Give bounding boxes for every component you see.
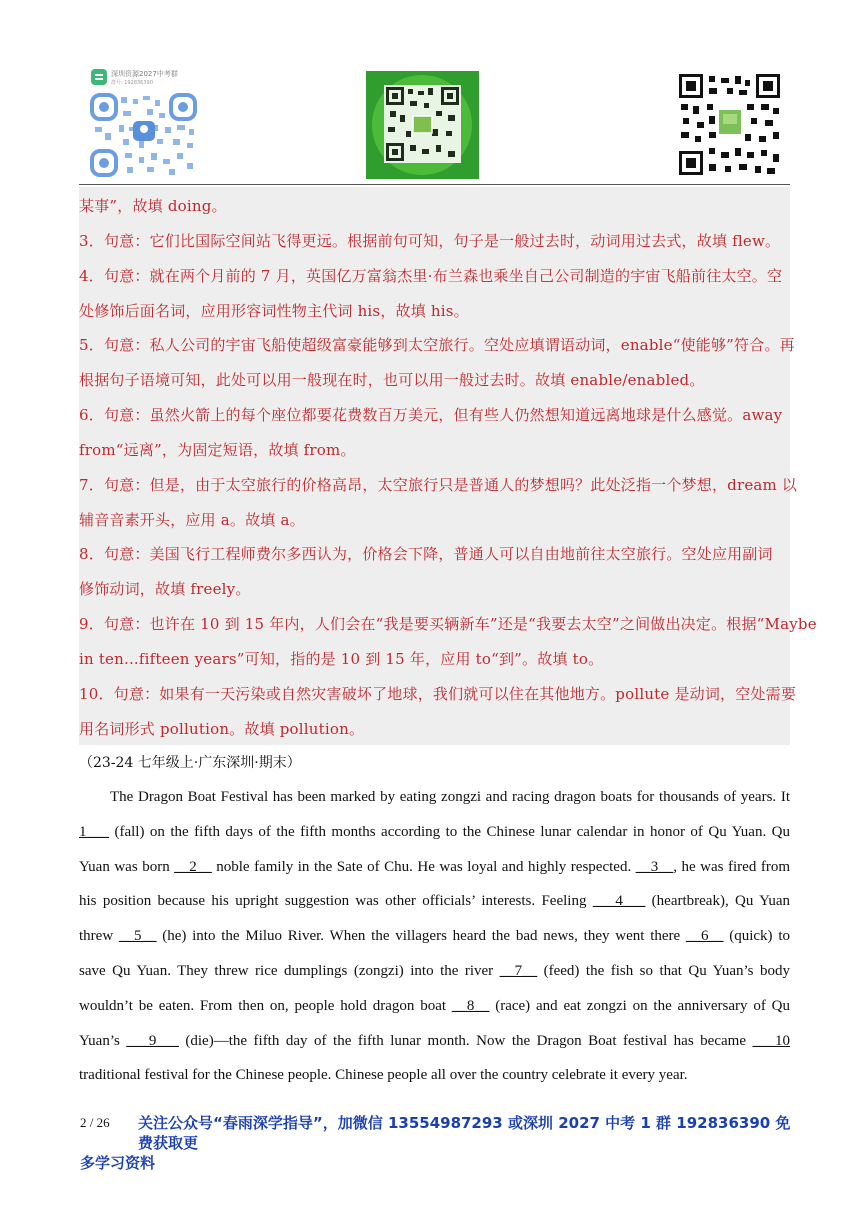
- footer-promo: [80, 1113, 792, 1173]
- answer-line: from“远离”，为固定短语，故填 from。: [79, 441, 356, 459]
- passage-text: (heartbreak), Qu Yuan: [645, 893, 790, 910]
- qr-code-group-image: [89, 67, 199, 179]
- blank-9: ___9___: [126, 1032, 179, 1049]
- passage-line: [79, 954, 790, 989]
- qr-code-image: [679, 74, 780, 175]
- answer-line: 5．句意：私人公司的宇宙飞船使超级富豪能够到太空旅行。空处应填谓语动词，enable“使能够”符合。再: [79, 336, 795, 354]
- blank-6: __6__: [685, 928, 724, 945]
- question-source: （23-24 七年级上·广东深圳·期末）: [79, 755, 301, 771]
- passage-line: [79, 780, 790, 815]
- passage-line: [79, 919, 790, 954]
- passage-line: [79, 989, 790, 1024]
- answer-line: 4．句意：就在两个月前的 7 月，英国亿万富翁杰里·布兰森也乘坐自己公司制造的宇宙飞船前往太空。空: [79, 267, 783, 285]
- passage-text: The Dragon Boat Festival has been marked by eating zongzi and racing dragon boats for thousands of years. It: [110, 789, 790, 805]
- answer-line: 某事”，故填 doing。: [79, 197, 227, 215]
- passage-text: (feed) the fish so that Qu Yuan’s body: [537, 962, 790, 979]
- answer-line: 3．句意：它们比国际空间站飞得更远。根据前句可知，句子是一般过去时，动词用过去式，故填 flew。: [79, 232, 781, 250]
- page-header: [0, 0, 868, 188]
- passage-line: [79, 1024, 790, 1059]
- answer-line: 修饰动词，故填 freely。: [79, 580, 251, 598]
- footer-line-2: 多学习资料: [80, 1154, 156, 1172]
- blank-4: ___4___: [592, 893, 646, 910]
- passage-text: (race) and eat zongzi on the anniversary of Qu: [489, 997, 791, 1014]
- answer-line: 9．句意：也许在 10 到 15 年内，人们会在“我是要买辆新车”还是“我要去太空”之间做出决定。根据“Maybe: [79, 615, 817, 633]
- answer-line: 用名词形式 pollution。故填 pollution。: [79, 720, 365, 738]
- qr-code-wechat-image: [366, 71, 479, 179]
- answer-line: 辅音音素开头，应用 a。故填 a。: [79, 511, 305, 529]
- answer-line: 6．句意：虽然火箭上的每个座位都要花费数百万美元，但有些人仍然想知道远离地球是什么感觉。away: [79, 406, 783, 424]
- answer-line: 10．句意：如果有一天污染或自然灾害破坏了地球，我们就可以住在其他地方。pollute 是动词，空处需要: [79, 685, 797, 703]
- answer-line: in ten...fifteen years”可知，指的是 10 到 15 年，应用 to“到”。故填 to。: [79, 650, 604, 668]
- qr-subcaption: 群号: 192836390: [111, 80, 153, 86]
- blank-7: __7__: [499, 962, 538, 979]
- answer-line: 根据句子语境可知，此处可以用一般现在时，也可以用一般过去时。故填 enable/enabled。: [79, 371, 705, 389]
- qr-caption: 深圳资源2027中考群: [111, 70, 178, 78]
- passage-text: Yuan was born: [79, 858, 175, 875]
- answer-explanations: [79, 187, 817, 745]
- passage-text: save Qu Yuan. They threw rice dumplings (zongzi) into the river: [79, 962, 500, 979]
- passage-text: (die)—the fifth day of the fifth lunar month. Now the Dragon Boat festival has became: [178, 1032, 753, 1049]
- passage-text: threw: [79, 928, 119, 945]
- blank-5: __5__: [118, 928, 157, 945]
- passage-text: (quick) to: [723, 928, 790, 945]
- passage-text: his position because his upright suggestion was other officials’ interests. Feeling: [79, 893, 593, 910]
- passage-text: (he) into the Miluo River. When the villagers heard the bad news, they went there: [156, 928, 686, 945]
- passage-text: wouldn’t be eaten. From then on, people hold dragon boat: [79, 997, 452, 1014]
- passage-line: [79, 884, 790, 919]
- answer-line: 8．句意：美国飞行工程师费尔多西认为，价格会下降，普通人可以自由地前往太空旅行。空处应用副词: [79, 545, 773, 563]
- passage-line: [79, 815, 790, 850]
- blank-3: __3__: [635, 858, 674, 875]
- blank-10: ___10: [752, 1032, 790, 1049]
- answer-line: 7．句意：但是，由于太空旅行的价格高昂，太空旅行只是普通人的梦想吗？此处泛指一个梦想，dream 以: [79, 476, 798, 494]
- passage-text: traditional festival for the Chinese people. Chinese people all over the country celebrate it every year.: [79, 1067, 688, 1084]
- passage-text: (fall) on the fifth days of the fifth months according to the Chinese lunar calendar in honor of Qu Yuan. Qu: [109, 823, 790, 840]
- passage-line: [79, 1058, 790, 1093]
- page-number: 2 / 26: [80, 1115, 110, 1130]
- blank-8: __8__: [451, 997, 490, 1014]
- passage-text: noble family in the Sate of Chu. He was loyal and highly respected.: [211, 858, 636, 875]
- header-divider: [79, 184, 790, 185]
- blank-1: 1___: [79, 823, 109, 840]
- passage-text: , he was fired from: [673, 858, 791, 875]
- passage-text: Yuan’s: [79, 1032, 127, 1049]
- blank-2: __2__: [174, 858, 212, 875]
- passage-line: [79, 850, 790, 885]
- cloze-passage: [79, 780, 790, 1093]
- answer-line: 处修饰后面名词，应用形容词性物主代词 his，故填 his。: [79, 302, 469, 320]
- footer-line-1: 关注公众号“春雨深学指导”，加微信 13554987293 或深圳 2027 中考 1 群 192836390 免费获取更: [138, 1114, 791, 1152]
